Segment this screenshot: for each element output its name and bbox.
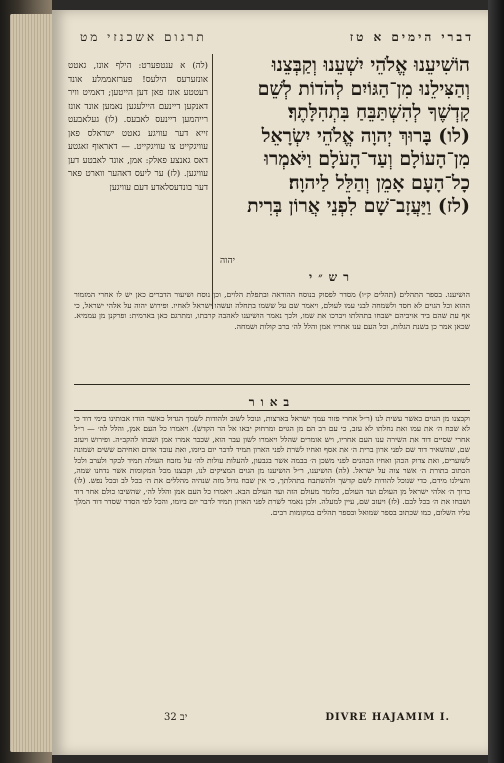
book-page — [52, 10, 488, 755]
running-head-left: תרגום אשכנזי מט — [80, 30, 207, 44]
verse-line: כָל־הָעָם אָמֵן וְהַלֵּל לַיהוָה׃ — [288, 171, 470, 194]
verse-line: וְהַצִּילֵנוּ מִן־הַגּוֹיִם לְהֹדוֹת לְשֵׁם — [257, 77, 470, 100]
page-footer — [74, 712, 470, 726]
verse-line: הוֹשִׁיעֵנוּ אֱלֹהֵי יִשְׁעֵנוּ וְקַבְּצֵנוּ — [271, 54, 470, 76]
biur-heading: באור — [248, 395, 296, 409]
book-title-footer: DIVRE HAJAMIM I. — [325, 712, 450, 723]
running-head-right: דברי הימים א טז — [349, 30, 474, 44]
page-stack-edge — [10, 14, 54, 752]
main-verse-block — [220, 54, 470, 276]
page-number: יב 32 — [164, 712, 188, 723]
verse-line: (לו) בָּרוּךְ יְהוָה אֱלֹהֵי יִשְׂרָאֵל — [261, 124, 470, 147]
verse-line: (לז) וַיַּעֲזָב־שָׁם לִפְנֵי אֲרוֹן בְּרִית — [247, 195, 470, 217]
translation-column: (לה) א ענטפערט: הילף אונז, גאטט אונזערעס הילעס! פערזאממלע אונד רעטטע אונז פאן דען הייטען; דאמיט וויר דאנקען דיינעם היילעגען נאמען אונד אונז רייהמען דיינעס לאבעס. (לו) געלאבעט זייא דער עוויגע גאטט ישראלס פאן עוויגקייט צו עוויגקייט. — דאראוף זאגטע דאס גאנצע פאלק: אמן, אונד לאבטע דען עוויגען. (לז) ער ליעס דאהער ווארט פאר דער בונדעסלאדע דעם עוויגען — [68, 61, 208, 193]
rashi-heading: רש״י — [308, 270, 356, 284]
catchword: יהוה — [220, 256, 236, 266]
verse-line: מִן־הָעוֹלָם וְעַד־הָעֹלָם וַיֹּאמְרוּ — [264, 148, 470, 170]
rashi-commentary: הושיענו. בספר התהלים (תהלים ק״ו) מסדר לפסוק בנוסח ההודאה ובתפלת הלוים, וכן נוסח ושיעור הדברים כאן יש לו אחרי המזמור ההוא וכל הגוים לא חסד ולשמחה לבני עמו לעולם, ויאמר שם על ששמו בתחלה ועשהו ישראל לאחיו. ופירוש יהוה על אלהי ישראל, כי אף עת שהם ביד אויביהם ישבחו בתהלתו ויברכו את שמו, ולכך נאמר הושיענו לאהבה קרבתו, ומתרגם כאן בארמית: ופרקנן מן עממיא. שכאן אמר כן בשנת הגלות, וכל העם ענו אחריו אמן והלל לה׳ ברב קולות ושמחה. — [74, 290, 470, 331]
verse-line: קָדְשֶׁךָ לְהִשְׁתַּבֵּחַ בִּתְהִלָּתֶךָ׃ — [287, 101, 470, 123]
biur-commentary: וקבצנו מן הגוים כאשר עשית לנו (ר״ל אחרי פזור עמך ישראל בארצות, ונוכל לשוב ולהודות לשמך הגדול כאשר הודו אבותינו בימי דוד כי לא שכח ה׳ את עמו ואת נחלתו לא עזב, כי עם רב הם מן הגוים ומרחוק יבאו אל הר הקדש). ויאמרו כל העם אמן, והלל לה׳ — ר״ל אחרי שסיים דוד את השירה ענו העם אחריו, ויש אומרים שהלל ויאמרו לשון עבר הוא, שכבר אמרו אמן ושבחו להקב״ה. ופירוש ויעזב שם, שהשאיר דוד שם לפני ארון ברית ה׳ את אסף ואחיו לשרת לפני הארון תמיד לדבר יום ביומו, ואת עובד אדום ואחיהם ששים ושמונה לשוערים, ואת צדוק הכהן ואחיו הכהנים לפני משכן ה׳ בבמה אשר בגבעון, להעלות עולות לה׳ על מזבח העולה תמיד לבקר ולערב ולכל הכתוב בתורת ה׳ אשר צוה על ישראל. (לה) הושיענו, ר״ל הושיענו מן הגוים המציקים לנו, וקבצנו מכל המקומות אשר נדחנו שמה, והצילנו מידם, כדי שנוכל להודות לשם קדשך ולהשתבח בתהלתך, כי אין שבח גדול מזה שנהיה מהללים את ה׳ בכל לב ובכל נפש. (לו) ברוך ה׳ אלהי ישראל מן העולם ועד העולם, כלומר מעולם הזה ועד העולם הבא. ויאמרו כל העם אמן והלל לה׳, שהשיבו כולם אחר דוד ושבחו את ה׳ בכל לבם. (לז) ויעזב שם, עיין למעלה. ולכן נאמר לשרת לפני הארון תמיד לדבר יום ביומו, והכל לפי הסדר שסדר דוד המלך עליו השלום, כמו שכתוב בספר שמואל ובספר תהלים במקומות רבים. — [74, 414, 470, 517]
running-head — [66, 30, 474, 48]
facing-page-edge — [488, 0, 504, 763]
section-rule — [74, 410, 470, 411]
section-rule — [74, 384, 470, 385]
